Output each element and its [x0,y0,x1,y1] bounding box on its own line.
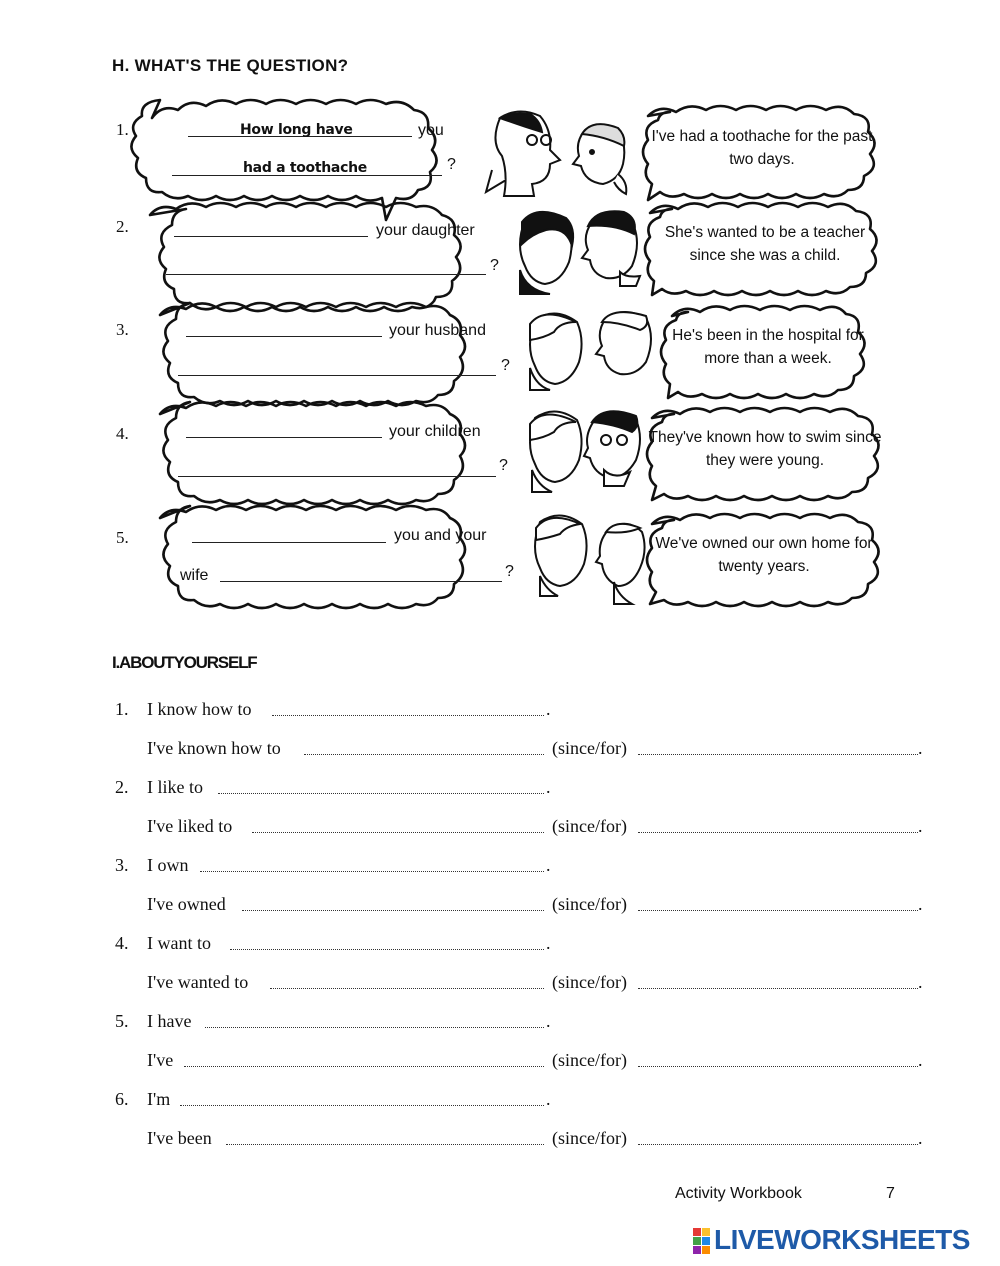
question-cloud-2 [150,203,461,311]
man-face-5 [535,515,587,596]
i-item-line2: I've been [147,1128,212,1148]
answer-blank[interactable] [184,1066,544,1067]
woman-face-4 [530,411,582,492]
answer-blank[interactable] [638,910,918,911]
answer-statement: They've known how to swim since they were young. [648,429,882,469]
period: . [918,1050,923,1070]
i-item-line2: I've wanted to [147,972,249,992]
period: . [918,1128,923,1148]
handwritten-answer: had a toothache [243,160,367,176]
answer-blank[interactable] [638,832,918,833]
i-item-line2: I've [147,1050,174,1070]
liveworksheets-logo[interactable]: LIVEWORKSHEETS [714,1224,970,1255]
period: . [546,1089,551,1109]
answer-blank[interactable] [230,949,544,950]
since-for-label: (since/for) [552,1050,627,1070]
answer-blank[interactable] [638,1066,918,1067]
answer-blank[interactable] [192,542,386,543]
answer-blank[interactable] [174,236,368,237]
answer-blank[interactable] [272,715,544,716]
i-item-number: 6. [115,1089,129,1109]
i-item-line2: I've owned [147,894,226,914]
woman-face-2 [520,212,573,294]
question-cloud-5 [160,506,465,608]
woman-face-3 [530,313,582,390]
answer-blank[interactable] [218,793,544,794]
question-mark: ? [501,357,510,374]
answer-blank[interactable] [178,476,496,477]
question-cloud-3 [160,303,465,405]
man-face-1 [486,111,560,196]
question-mark: ? [490,257,499,274]
answer-blank[interactable] [186,336,382,337]
answer-blank[interactable] [242,910,544,911]
period: . [546,855,551,875]
answer-blank[interactable] [205,1027,544,1028]
h-item-number: 1. [116,120,129,139]
period: . [918,972,923,992]
answer-blank[interactable] [304,754,544,755]
period: . [918,738,923,758]
i-item-number: 5. [115,1011,129,1031]
i-item-number: 2. [115,777,129,797]
h-item-number: 3. [116,320,129,339]
i-item-line1: I like to [147,777,203,797]
question-text: your daughter [376,222,475,239]
page-number: 7 [886,1185,895,1202]
period: . [546,933,551,953]
woman-face-1 [573,124,626,194]
question-cloud-4 [160,402,465,504]
i-item-number: 1. [115,699,129,719]
woman-face-4b [584,411,640,486]
footer-label: Activity Workbook [675,1185,802,1202]
speech-bubbles-illustration [0,0,1000,620]
i-item-line1: I own [147,855,189,875]
answer-statement: I've had a toothache for the past two days. [651,128,873,168]
answer-blank[interactable] [178,375,496,376]
liveworksheets-logo-icon [693,1228,711,1254]
answer-blank[interactable] [166,274,486,275]
answer-blank[interactable] [638,988,918,989]
woman-face-5 [596,524,645,604]
question-text: you [418,122,444,139]
question-text: your husband [389,322,486,339]
face-illustrations [486,111,651,604]
boy-face-2 [582,211,640,286]
answer-blank[interactable] [226,1144,544,1145]
answer-blank[interactable] [638,1144,918,1145]
period: . [918,894,923,914]
i-item-line2: I've known how to [147,738,281,758]
i-item-line1: I have [147,1011,192,1031]
since-for-label: (since/for) [552,894,627,914]
since-for-label: (since/for) [552,816,627,836]
answer-blank[interactable] [638,754,918,755]
period: . [546,699,551,719]
h-item-number: 2. [116,217,129,236]
answer-blank[interactable] [200,871,544,872]
since-for-label: (since/for) [552,1128,627,1148]
answer-statement: He's been in the hospital for more than a week. [672,327,864,367]
period: . [918,816,923,836]
i-item-line1: I know how to [147,699,252,719]
answer-statement: We've owned our own home for twenty years. [655,535,873,575]
question-mark: ? [447,156,456,173]
section-h-title: H. WHAT'S THE QUESTION? [112,56,349,75]
question-text: your children [389,423,481,440]
answer-blank[interactable] [220,581,502,582]
h-item-number: 5. [116,528,129,547]
h-item-number: 4. [116,424,129,443]
answer-statement: She's wanted to be a teacher since she was a child. [664,224,866,264]
i-item-line1: I'm [147,1089,171,1109]
i-item-line2: I've liked to [147,816,233,836]
question-mark: ? [505,563,514,580]
since-for-label: (since/for) [552,738,627,758]
woman-face-3b [596,312,651,374]
question-mark: ? [499,457,508,474]
question-text: wife [180,567,209,584]
handwritten-answer: How long have [240,122,353,138]
since-for-label: (since/for) [552,972,627,992]
answer-blank[interactable] [270,988,544,989]
period: . [546,777,551,797]
section-i-title: I.ABOUTYOURSELF [112,653,257,672]
answer-blank[interactable] [252,832,544,833]
i-item-line1: I want to [147,933,211,953]
answer-blank[interactable] [186,437,382,438]
period: . [546,1011,551,1031]
answer-blank[interactable] [180,1105,544,1106]
i-item-number: 4. [115,933,129,953]
i-item-number: 3. [115,855,129,875]
question-text: you and your [394,527,487,544]
